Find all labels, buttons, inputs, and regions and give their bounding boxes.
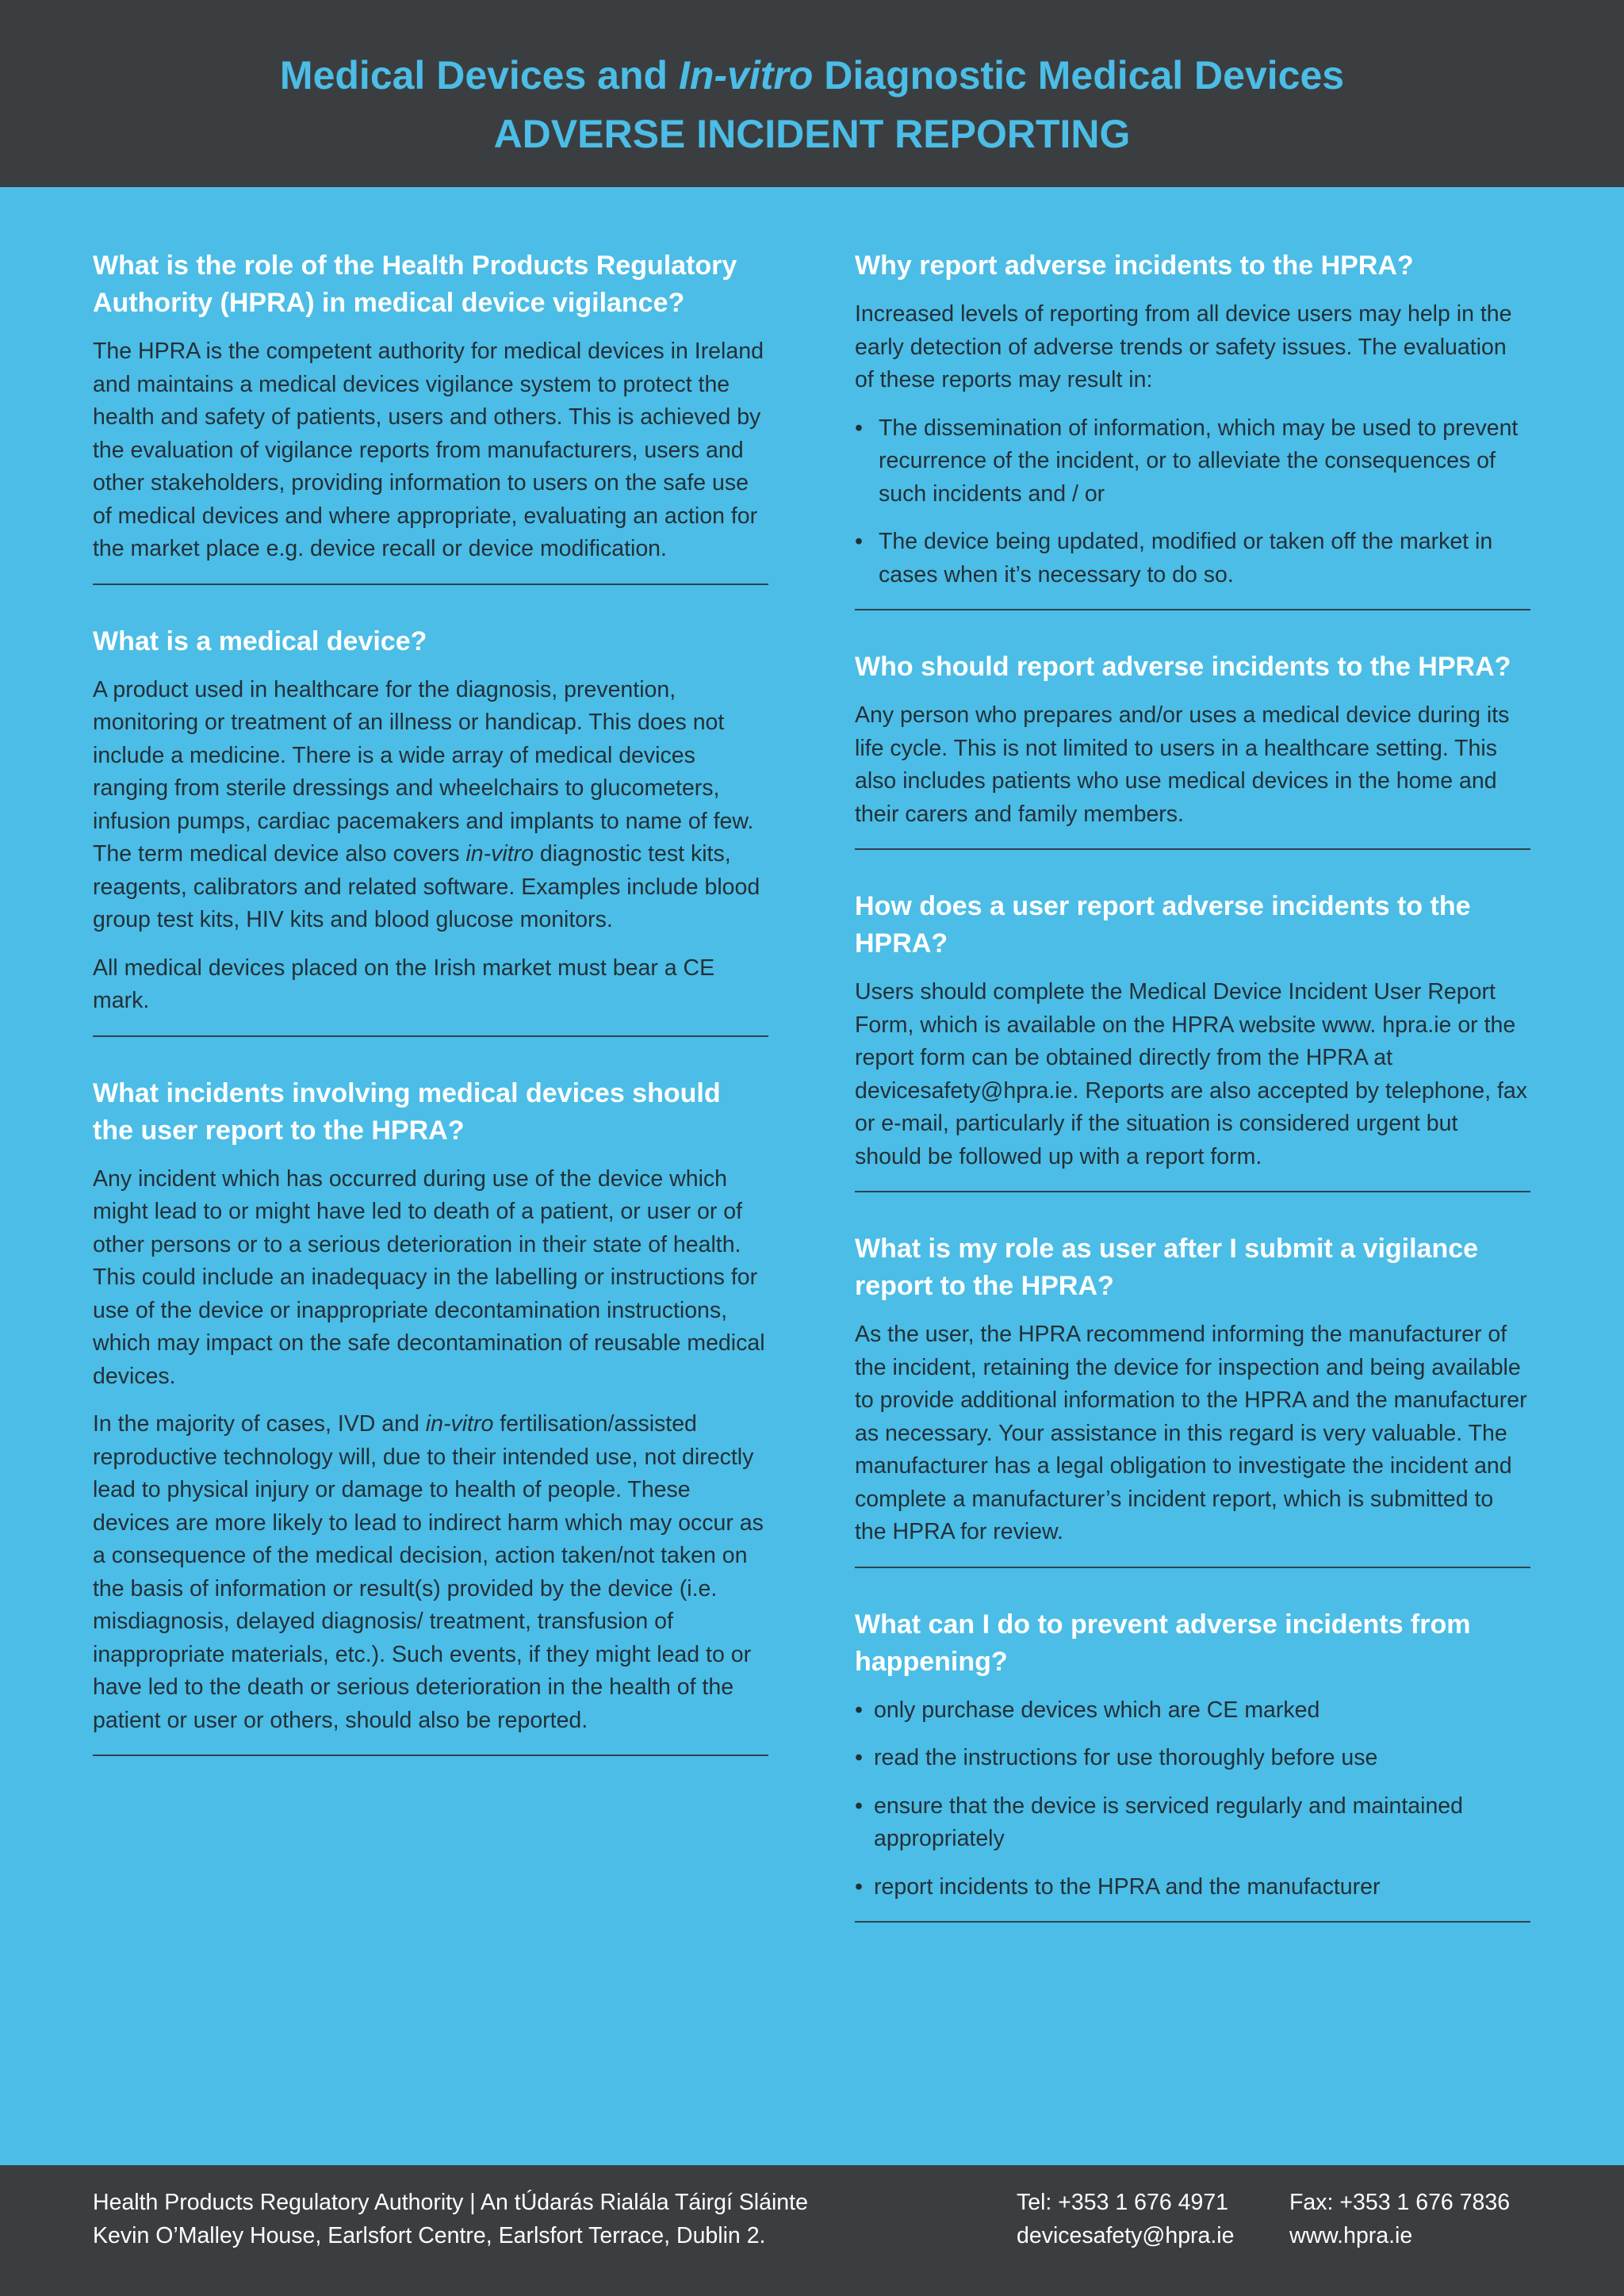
- section-heading: What is the role of the Health Products Regulatory Authority (HPRA) in medical device vigilance?: [93, 251, 737, 318]
- page-header: [0, 0, 1624, 187]
- section-user-role: [855, 1230, 1530, 1568]
- list-item: • only purchase devices which are CE marked: [855, 1694, 1530, 1728]
- bullet-icon: •: [855, 1793, 863, 1819]
- section-heading: Why report adverse incidents to the HPRA?: [855, 251, 1414, 281]
- section-paragraph: In the majority of cases, IVD and in-vitro fertilisation/assisted reproductive technology will, due to their intended use, not directly lead to physical injury or damage to health of people. These devices are more likely to lead to indirect harm which may occur as a consequence of the medical decision, action taken/not taken on the basis of information or result(s) provided by the device (i.e. misdiagnosis, delayed diagnosis/ treatment, transfusion of inappropriate materials, etc.). Such events, if they might lead to or have led to the death or serious deterioration in the health of the patient or user or others, should also be reported.: [93, 1411, 764, 1733]
- bullet-list: [855, 1694, 1530, 1904]
- list-item: • report incidents to the HPRA and the manufacturer: [855, 1871, 1530, 1904]
- footer-org-name: Health Products Regulatory Authority | An tÚdarás Rialála Táirgí Sláinte: [93, 2190, 808, 2215]
- section-divider: [855, 1921, 1530, 1923]
- section-paragraph: Users should complete the Medical Device Incident User Report Form, which is available on the HPRA website www. hpra.ie or the report form can be obtained directly from the HPRA at devicesafety@hpra.ie. Reports are also accepted by telephone, fax or e-mail, particularly if the situation is considered urgent but should be followed up with a report form.: [855, 979, 1528, 1169]
- list-item: • read the instructions for use thoroughly before use: [855, 1742, 1530, 1775]
- section-paragraph: A product used in healthcare for the diagnosis, prevention, monitoring or treatment of an illness or handicap. This does not include a medicine. There is a wide array of medical devices ranging from sterile dressings and wheelchairs to glucometers, infusion pumps, cardiac pacemakers and implants to name of few. The term medical device also covers in-vitro diagnostic test kits, reagents, calibrators and related software. Examples include blood group test kits, HIV kits and blood glucose monitors.: [93, 676, 760, 932]
- section-heading: What can I do to prevent adverse incidents from happening?: [855, 1609, 1471, 1677]
- list-item: • The dissemination of information, which may be used to prevent recurrence of the incident, or to alleviate the consequences of such incidents and / or: [855, 412, 1530, 511]
- page-title: Medical Devices and In-vitro Diagnostic Medical Devices: [279, 53, 1345, 98]
- footer-website-link[interactable]: www.hpra.ie: [1289, 2223, 1413, 2248]
- section-hpra-role: [93, 247, 768, 585]
- section-divider: [855, 1567, 1530, 1568]
- section-paragraph: The HPRA is the competent authority for medical devices in Ireland and maintains a medical devices vigilance system to protect the health and safety of patients, users and others. This is achieved by the evaluation of vigilance reports from manufacturers, users and other stakeholders, providing information to users on the safe use of medical devices and where appropriate, evaluating an action for the market place e.g. device recall or device modification.: [93, 339, 764, 561]
- bullet-list: [855, 412, 1530, 592]
- section-divider: [93, 584, 768, 585]
- left-column: [93, 247, 768, 1794]
- bullet-icon: •: [855, 1873, 863, 1900]
- bullet-icon: •: [855, 1745, 863, 1770]
- section-heading: What incidents involving medical devices should the user report to the HPRA?: [93, 1077, 721, 1146]
- section-heading: Who should report adverse incidents to the HPRA?: [855, 652, 1511, 682]
- list-item: • The device being updated, modified or taken off the market in cases when it’s necessary to do so.: [855, 526, 1530, 591]
- footer-org-block: [93, 2186, 808, 2252]
- section-heading: How does a user report adverse incidents to the HPRA?: [855, 891, 1471, 959]
- title-italic: In-vitro: [678, 53, 814, 98]
- footer-email-link[interactable]: devicesafety@hpra.ie: [1017, 2223, 1235, 2248]
- section-divider: [93, 1755, 768, 1756]
- section-why-report: [855, 247, 1530, 610]
- section-how-to-report: [855, 888, 1530, 1192]
- footer-address: Kevin O’Malley House, Earlsfort Centre, Earlsfort Terrace, Dublin 2.: [93, 2223, 766, 2248]
- right-column: [855, 247, 1530, 1961]
- section-paragraph: Any person who prepares and/or uses a medical device during its life cycle. This is not limited to users in a healthcare setting. This also includes patients who use medical devices in the home and their carers and family members.: [855, 702, 1510, 827]
- list-item: • ensure that the device is serviced regularly and maintained appropriately: [855, 1790, 1530, 1856]
- footer-fax: Fax: +353 1 676 7836: [1289, 2190, 1511, 2215]
- footer-tel: Tel: +353 1 676 4971: [1017, 2190, 1229, 2215]
- section-paragraph: As the user, the HPRA recommend informing the manufacturer of the incident, retaining the device for inspection and being available to provide additional information to the HPRA and the manufacturer as necessary. Your assistance in this regard is very valuable. The manufacturer has a legal obligation to investigate the incident and complete a manufacturer’s incident report, which is submitted to the HPRA for review.: [855, 1322, 1527, 1544]
- page-footer: [0, 2165, 1624, 2296]
- section-divider: [855, 848, 1530, 850]
- section-divider: [93, 1035, 768, 1037]
- page-subtitle: ADVERSE INCIDENT REPORTING: [493, 112, 1131, 156]
- section-paragraph: Increased levels of reporting from all device users may help in the early detection of adverse trends or safety issues. The evaluation of these reports may result in:: [855, 301, 1512, 392]
- footer-contact-block: [1017, 2186, 1235, 2252]
- section-who-reports: [855, 649, 1530, 850]
- section-paragraph: Any incident which has occurred during use of the device which might lead to or might have led to death of a patient, or user or of other persons or to a serious deterioration in their state of health. This could include an inadequacy in the labelling or instructions for use of the device or inappropriate decontamination instructions, which may impact on the safe decontamination of reusable medical devices.: [93, 1165, 765, 1389]
- section-heading: What is my role as user after I submit a vigilance report to the HPRA?: [855, 1234, 1479, 1301]
- section-divider: [855, 609, 1530, 610]
- section-medical-device: [93, 623, 768, 1037]
- bullet-icon: •: [855, 1697, 863, 1723]
- section-prevention: [855, 1606, 1530, 1923]
- section-heading: What is a medical device?: [93, 626, 427, 656]
- section-divider: [855, 1191, 1530, 1192]
- section-which-incidents: [93, 1075, 768, 1757]
- footer-web-block: [1289, 2186, 1510, 2252]
- section-paragraph: All medical devices placed on the Irish market must bear a CE mark.: [93, 955, 715, 1013]
